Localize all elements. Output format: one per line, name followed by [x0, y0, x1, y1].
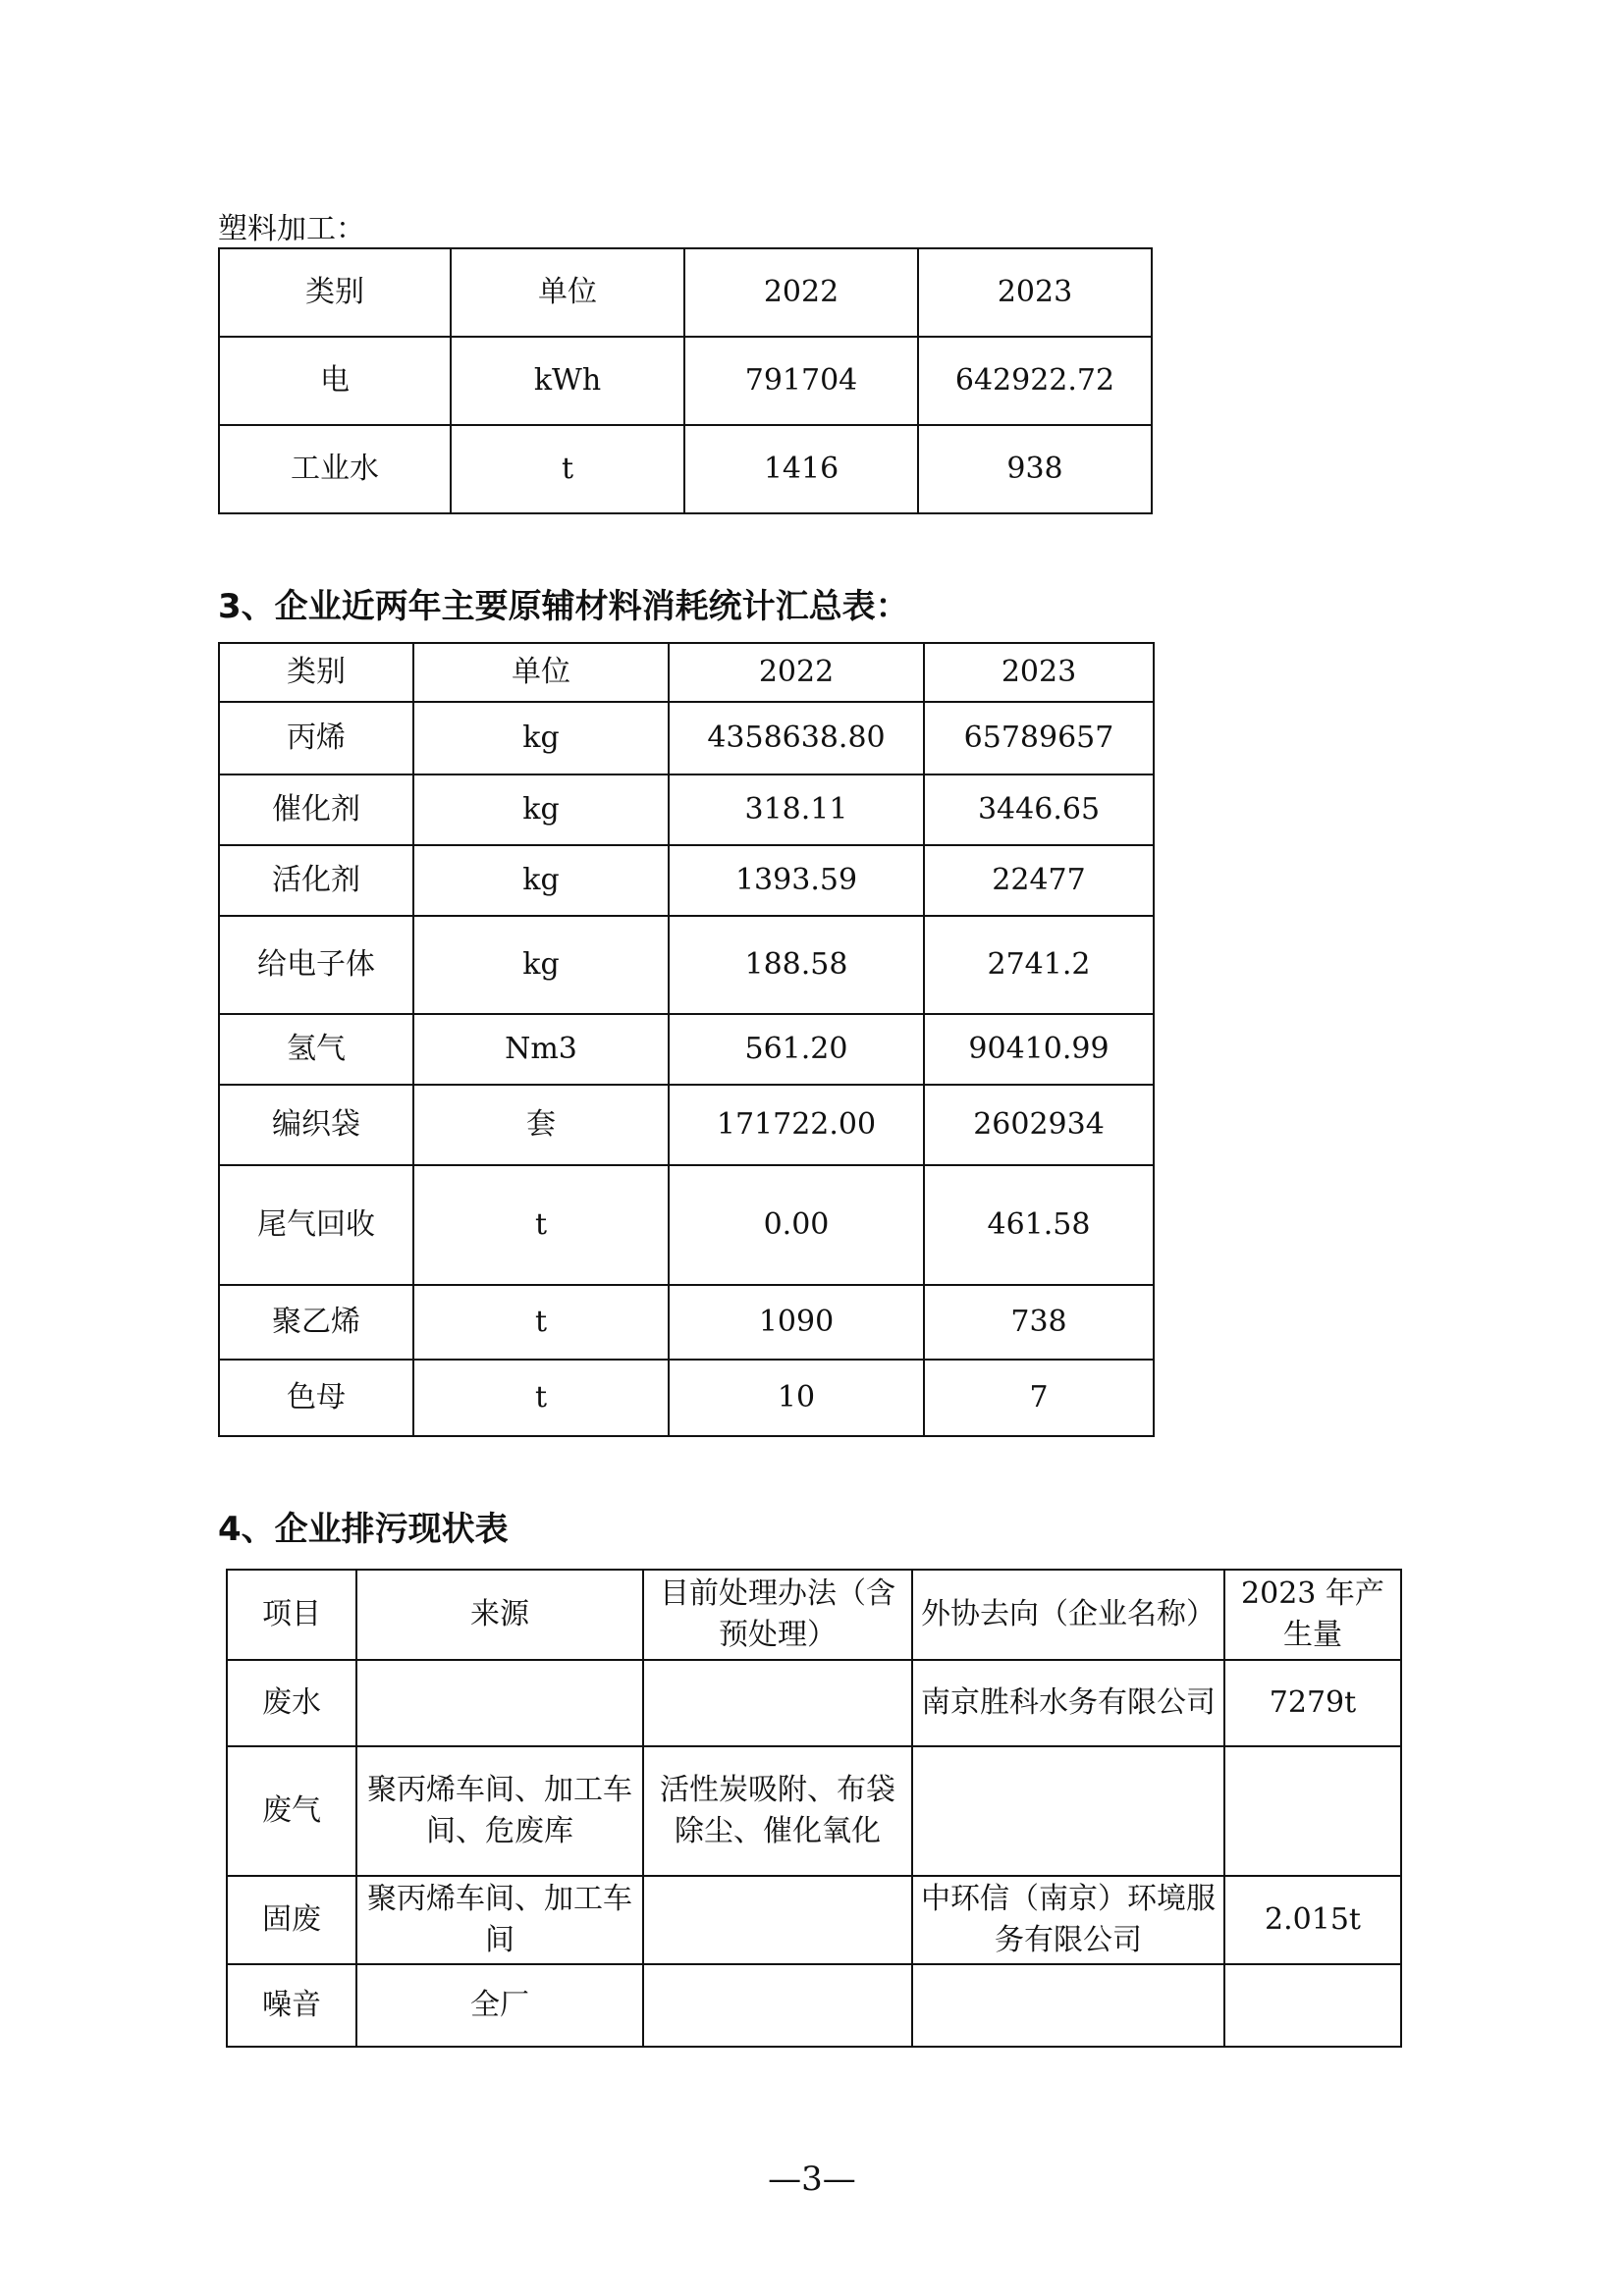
table-row	[219, 1014, 1154, 1085]
table-cell: 3446.65	[924, 774, 1154, 845]
pollution-section-title: 4、企业排污现状表	[218, 1510, 509, 1549]
table-cell: 1416	[684, 425, 918, 513]
table-cell: 南京胜科水务有限公司	[912, 1660, 1224, 1746]
table-cell: 90410.99	[924, 1014, 1154, 1085]
header-cell: 类别	[219, 643, 413, 702]
table-cell: t	[413, 1360, 669, 1436]
table-cell: 171722.00	[669, 1085, 924, 1165]
table-cell	[356, 1660, 643, 1746]
header-cell: 来源	[356, 1570, 643, 1660]
table-row	[227, 1964, 1401, 2047]
header-cell: 单位	[413, 643, 669, 702]
table-cell: 791704	[684, 337, 918, 425]
table-cell: 废水	[227, 1660, 356, 1746]
table-cell: 给电子体	[219, 916, 413, 1014]
table-row	[219, 774, 1154, 845]
plastic-section-label: 塑料加工：	[218, 212, 365, 246]
table-cell: kg	[413, 774, 669, 845]
materials-section-title: 3、企业近两年主要原辅材料消耗统计汇总表：	[218, 587, 909, 626]
table-cell: 套	[413, 1085, 669, 1165]
table-cell: 561.20	[669, 1014, 924, 1085]
table-cell	[912, 1746, 1224, 1876]
table-cell: t	[413, 1285, 669, 1360]
table-cell: 全厂	[356, 1964, 643, 2047]
table-header-row	[227, 1570, 1401, 1660]
table-cell	[912, 1964, 1224, 2047]
table-cell: 0.00	[669, 1165, 924, 1285]
header-cell: 项目	[227, 1570, 356, 1660]
table-cell: kg	[413, 845, 669, 916]
table-cell: 318.11	[669, 774, 924, 845]
pollution-status-table	[226, 1569, 1402, 2048]
header-cell: 目前处理办法（含预处理）	[643, 1570, 912, 1660]
table-cell: 7	[924, 1360, 1154, 1436]
table-header-row	[219, 248, 1152, 337]
table-row	[227, 1876, 1401, 1964]
table-cell: kWh	[451, 337, 684, 425]
table-cell	[643, 1964, 912, 2047]
table-cell: 7279t	[1224, 1660, 1401, 1746]
table-row	[219, 1085, 1154, 1165]
table-cell: 电	[219, 337, 451, 425]
table-row	[219, 1285, 1154, 1360]
table-cell: 聚丙烯车间、加工车间、危废库	[356, 1746, 643, 1876]
plastic-consumption-table	[218, 247, 1153, 514]
table-cell: 丙烯	[219, 702, 413, 774]
table-cell: 氢气	[219, 1014, 413, 1085]
table-cell	[1224, 1746, 1401, 1876]
table-cell: 4358638.80	[669, 702, 924, 774]
header-cell: 单位	[451, 248, 684, 337]
table-cell: 10	[669, 1360, 924, 1436]
materials-consumption-table	[218, 642, 1155, 1437]
header-cell: 类别	[219, 248, 451, 337]
table-cell: 聚乙烯	[219, 1285, 413, 1360]
header-cell: 2022	[669, 643, 924, 702]
table-row	[219, 337, 1152, 425]
table-cell	[643, 1876, 912, 1964]
table-cell: 中环信（南京）环境服务有限公司	[912, 1876, 1224, 1964]
table-cell: 尾气回收	[219, 1165, 413, 1285]
table-row	[219, 425, 1152, 513]
table-cell: t	[451, 425, 684, 513]
table-cell: 1393.59	[669, 845, 924, 916]
table-cell: 642922.72	[918, 337, 1152, 425]
header-cell: 2023 年产生量	[1224, 1570, 1401, 1660]
table-cell: 工业水	[219, 425, 451, 513]
table-cell: 188.58	[669, 916, 924, 1014]
table-cell: 2602934	[924, 1085, 1154, 1165]
table-cell	[1224, 1964, 1401, 2047]
table-cell: 1090	[669, 1285, 924, 1360]
table-cell: 938	[918, 425, 1152, 513]
table-cell: 活化剂	[219, 845, 413, 916]
table-row	[227, 1746, 1401, 1876]
table-cell: 2741.2	[924, 916, 1154, 1014]
header-cell: 外协去向（企业名称）	[912, 1570, 1224, 1660]
table-row	[219, 1360, 1154, 1436]
table-cell: 活性炭吸附、布袋除尘、催化氧化	[643, 1746, 912, 1876]
table-cell: 色母	[219, 1360, 413, 1436]
table-row	[227, 1660, 1401, 1746]
table-cell: Nm3	[413, 1014, 669, 1085]
table-row	[219, 702, 1154, 774]
header-cell: 2023	[918, 248, 1152, 337]
table-cell: 固废	[227, 1876, 356, 1964]
table-cell: 废气	[227, 1746, 356, 1876]
table-cell: 编织袋	[219, 1085, 413, 1165]
table-cell: 聚丙烯车间、加工车间	[356, 1876, 643, 1964]
page-number: —3—	[768, 2160, 856, 2199]
table-row	[219, 916, 1154, 1014]
table-cell: kg	[413, 702, 669, 774]
table-cell: 噪音	[227, 1964, 356, 2047]
table-row	[219, 1165, 1154, 1285]
table-row	[219, 845, 1154, 916]
table-cell: 2.015t	[1224, 1876, 1401, 1964]
table-cell: 461.58	[924, 1165, 1154, 1285]
table-cell	[643, 1660, 912, 1746]
table-header-row	[219, 643, 1154, 702]
table-cell: t	[413, 1165, 669, 1285]
table-cell: kg	[413, 916, 669, 1014]
table-cell: 738	[924, 1285, 1154, 1360]
header-cell: 2022	[684, 248, 918, 337]
table-cell: 65789657	[924, 702, 1154, 774]
table-cell: 催化剂	[219, 774, 413, 845]
header-cell: 2023	[924, 643, 1154, 702]
table-cell: 22477	[924, 845, 1154, 916]
